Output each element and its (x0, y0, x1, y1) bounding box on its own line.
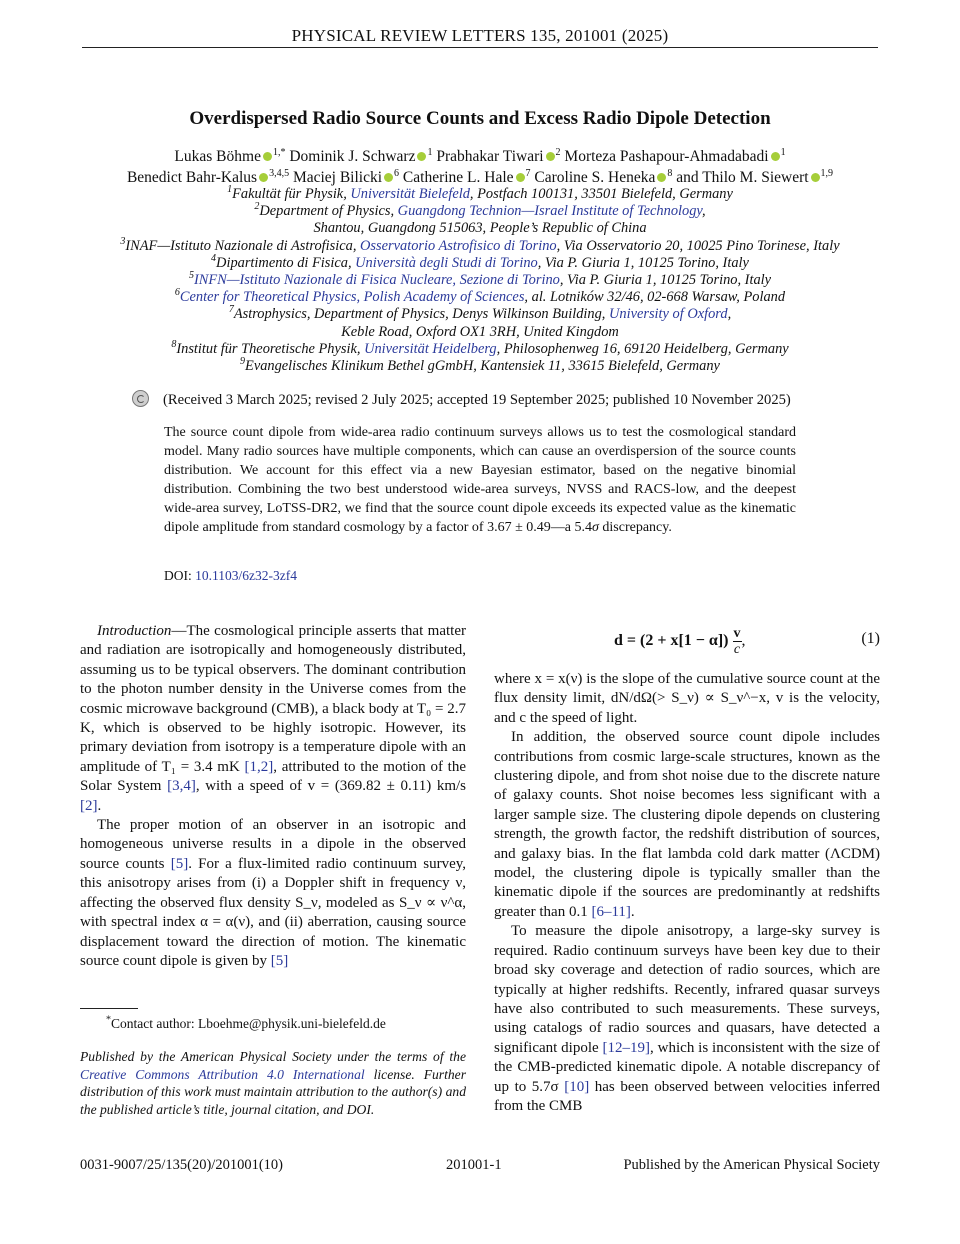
left-column (80, 622, 466, 971)
intro-text-2: , attributed to the motion of the Solar System (80, 758, 467, 795)
clustering-end: . (630, 903, 635, 920)
footnote-mark: * (106, 1014, 111, 1026)
orcid-icon[interactable] (516, 173, 525, 182)
equation-number: (1) (861, 630, 880, 647)
footer-publisher: Published by the American Physical Society (623, 1157, 880, 1173)
abstract (164, 423, 796, 537)
footnote-rule (80, 1008, 138, 1009)
affiliation (82, 272, 878, 289)
affiliation (82, 186, 878, 203)
affiliation-link[interactable]: Universität Bielefeld (350, 186, 470, 202)
affiliation-number: 5 (188, 270, 194, 282)
affiliation-text: Institut für Theoretische Physik, (176, 340, 365, 357)
ref-2[interactable]: [2] (80, 797, 98, 814)
orcid-icon[interactable] (657, 173, 666, 182)
footnote-text: Contact author: Lboehme@physik.uni-bielefeld.de (111, 1016, 386, 1031)
ref-10[interactable]: [10] (564, 1078, 590, 1095)
affiliation-number: 9 (240, 356, 246, 368)
abstract-text: The source count dipole from wide-area radio continuum surveys allows us to test the cosmological standard model. Many radio sources have multiple components, which can cause an overdispersion of the source counts distribution. We account for this effect via a new Bayesian estimator, based on the negative binomial distribution. Combining the two best understood wide-area surveys, NVSS and RACS-low, and the deepest wide-area survey, LoTSS-DR2, we find that the source count dipole exceeds its expected value as the kinematic dipole amplitude from standard cosmology by a factor of 3.67 ± 0.49—a 5.4 (164, 425, 796, 535)
creative-commons-icon[interactable] (132, 390, 149, 407)
slope-paragraph: where x = x(ν) is the slope of the cumulative source count at the flux density limit, dN/dΩ(> S_ν) ∝ S_ν^−x, v is the velocity, and c the speed of light. (494, 671, 880, 726)
equation-tail: , (741, 632, 746, 650)
author-list (82, 146, 878, 188)
running-head: PHYSICAL REVIEW LETTERS 135, 201001 (2025) (291, 26, 669, 45)
dates-text: (Received 3 March 2025; revised 2 July 2025; accepted 19 September 2025; published 10 November 2025) (163, 392, 791, 408)
author-affiliation-sup: 7 (525, 167, 531, 179)
affiliation-text: , Postfach 100131, 33501 Bielefeld, Germany (469, 186, 733, 202)
motion-paragraph (80, 816, 466, 971)
footer-issn: 0031-9007/25/135(20)/201001(10) (80, 1157, 283, 1173)
affiliation (82, 306, 878, 323)
equation-lhs: d = (2 + x[1 − α]) (614, 632, 729, 650)
author-affiliation-sup: 1,* (272, 146, 286, 158)
license-pre: Published by the American Physical Society under the terms of the (80, 1049, 466, 1064)
abstract-sigma: σ (591, 520, 599, 535)
affiliation (82, 255, 878, 272)
author-name: Lukas Böhme (174, 148, 261, 165)
cc-license-link[interactable]: Creative Commons Attribution 4.0 International (80, 1066, 365, 1082)
equation-fraction (733, 626, 742, 657)
right-column (494, 670, 880, 1116)
author-name: Prabhakar Tiwari (436, 148, 544, 165)
intro-text: —The cosmological principle asserts that matter and radiation are isotropically and homogeneously distributed, assuming us to be typical observers. The dominant contribution to the photon number density in the Universe comes from the cosmic microwave background (CMB), a black body at T₀ = 2.7 K, which is observed to be highly isotropic. However, its primary deviation from isotropy is a temperature dipole with an amplitude of T₁ = 3.4 mK (80, 623, 466, 775)
author-affiliation-sup: 1 (780, 146, 786, 158)
orcid-icon[interactable] (546, 152, 555, 161)
affiliation-number: 1 (227, 184, 233, 196)
footer-page-number: 201001-1 (446, 1157, 502, 1173)
author-name: Dominik J. Schwarz (289, 148, 416, 165)
ref-1-2[interactable]: [1,2] (244, 758, 274, 775)
author-line-1 (82, 146, 878, 167)
author-name: and Thilo M. Siewert (676, 169, 809, 186)
license-statement (80, 1048, 466, 1118)
publication-dates (132, 390, 872, 409)
affiliation-number: 4 (211, 253, 217, 265)
affiliation-number: 3 (120, 235, 126, 247)
orcid-icon[interactable] (263, 152, 272, 161)
orcid-icon[interactable] (417, 152, 426, 161)
doi-label: DOI: (164, 568, 196, 583)
affiliation-text: Keble Road, Oxford OX1 3RH, United Kingdom (341, 323, 619, 340)
header-rule (82, 47, 878, 48)
author-affiliation-sup: 1 (427, 146, 433, 158)
affiliation-text: Shantou, Guangdong 515063, People’s Republic of China (313, 220, 647, 237)
survey-text-2: , which is inconsistent with the size of the CMB-predicted kinematic dipole. A notable discrepancy of up to 5.7σ (494, 1039, 880, 1095)
survey-paragraph (494, 922, 880, 1116)
affiliation (82, 235, 878, 255)
affiliation-link[interactable]: University of Oxford (609, 306, 728, 323)
intro-heading: Introduction (97, 623, 172, 639)
doi (164, 568, 297, 584)
clustering-paragraph (494, 728, 880, 922)
survey-text: To measure the dipole anisotropy, a large-sky survey is required. Radio continuum surveys have been key due to their broad sky coverage and detection of radio sources, which are typically at higher redshifts. Recently, infrared quasar surveys have also contributed to such measurements. These surveys, using catalogs of radio sources and quasars, have detected a significant dipole (494, 923, 880, 1056)
author-name: Caroline S. Heneka (534, 169, 656, 186)
ref-3-4[interactable]: [3,4] (167, 778, 196, 795)
author-affiliation-sup: 8 (667, 167, 673, 179)
affiliation-number: 8 (171, 339, 177, 351)
affiliation-text: , Via P. Giuria 1, 10125 Torino, Italy (537, 254, 749, 271)
orcid-icon[interactable] (384, 173, 393, 182)
ref-12-19[interactable]: [12–19] (602, 1039, 651, 1056)
author-affiliation-sup: 3,4,5 (269, 167, 290, 179)
affiliation-text: INAF—Istituto Nazionale di Astrofisica, (125, 237, 361, 254)
author-name: Morteza Pashapour-Ahmadabadi (564, 148, 769, 165)
author-affiliation-sup: 6 (394, 167, 400, 179)
author-name: Benedict Bahr-Kalus (126, 169, 258, 186)
affiliation-text: , Via P. Giuria 1, 10125 Torino, Italy (559, 272, 772, 289)
ref-5b[interactable]: [5] (270, 952, 289, 969)
affiliation-text: Fakultät für Physik, (232, 186, 351, 202)
affiliation (82, 358, 878, 375)
author-line-2 (82, 167, 878, 188)
intro-paragraph (80, 622, 466, 816)
affiliation-text: Evangelisches Klinikum Bethel gGmbH, Kantensiek 11, 33615 Bielefeld, Germany (245, 358, 720, 375)
affiliation-link[interactable]: Universität Heidelberg (364, 340, 497, 357)
orcid-icon[interactable] (259, 173, 268, 182)
affiliation (82, 341, 878, 358)
motion-text: The proper motion of an observer in an isotropic and homogeneous universe results in a dipole in the observed source counts (80, 817, 466, 872)
orcid-icon[interactable] (811, 173, 820, 182)
affiliation-list (82, 186, 878, 375)
author-affiliation-sup: 2 (555, 146, 561, 158)
affiliation-text: , (727, 306, 732, 323)
paper-title: Overdispersed Radio Source Counts and Excess Radio Dipole Detection (189, 108, 771, 129)
license-post: license. Further distribution of this work must maintain attribution to the author(s) and the published article’s title, journal citation, and DOI. (80, 1066, 466, 1117)
affiliation (82, 324, 878, 341)
equation-denominator: c (733, 642, 741, 657)
orcid-icon[interactable] (771, 152, 780, 161)
contact-footnote (80, 1016, 466, 1032)
affiliation-text: Department of Physics, (259, 203, 398, 220)
affiliation (82, 289, 878, 306)
affiliation-number: 2 (254, 201, 260, 213)
doi-link[interactable]: 10.1103/6z32-3zf4 (195, 568, 297, 583)
affiliation-text: Astrophysics, Department of Physics, Denys Wilkinson Building, (233, 306, 609, 323)
intro-text-4: . (97, 797, 102, 814)
affiliation (82, 203, 878, 220)
affiliation-text: , (702, 203, 706, 220)
ref-6-11[interactable]: [6–11] (591, 903, 631, 920)
affiliation (82, 220, 878, 237)
abstract-end: discrepancy. (598, 520, 672, 535)
motion-text-2: . For a flux-limited radio continuum survey, this anisotropy arises from (i) a Doppler shift in frequency ν, affecting the observed flux density S_ν, modeled as S_ν ∝ ν^α, with spectral index α = α(ν), and (ii) aberration, causing source displacement toward the direction of motion. The kinematic source count dipole is given by (80, 855, 466, 969)
clustering-text: In addition, the observed source count dipole includes contributions from cosmic large-scale structures, known as the clustering dipole, and from shot noise due to the discrete nature of galaxy counts. Shot noise becomes less significant with a larger sample size. The clustering dipole depends on clustering strength, the growth factor, the redshift distribution of sources, and galaxy bias. In the flat lambda cold dark matter (ΛCDM) model, the clustering dipole is typically smaller than the kinematic dipole if the sources are predominantly at redshifts greater than 0.1 (494, 729, 880, 920)
affiliation-number: 6 (174, 287, 180, 299)
affiliation-text: , Via Osservatorio 20, 10025 Pino Torinese, Italy (556, 237, 840, 254)
affiliation-text: , Philosophenweg 16, 69120 Heidelberg, Germany (496, 340, 789, 357)
affiliation-text: Dipartimento di Fisica, (216, 254, 356, 271)
ref-5a[interactable]: [5] (170, 855, 189, 872)
author-name: Maciej Bilicki (292, 169, 383, 186)
author-affiliation-sup: 1,9 (820, 167, 834, 179)
equation-numerator: v (733, 626, 741, 641)
affiliation-link[interactable]: Center for Theoretical Physics, Polish Academy of Sciences (179, 289, 525, 306)
affiliation-link[interactable]: Università degli Studi di Torino (355, 254, 538, 271)
author-name: Catherine L. Hale (402, 169, 514, 186)
intro-text-3: , with a speed of v = (369.82 ± 0.11) km/s (195, 778, 466, 795)
affiliation-link[interactable]: Guangdong Technion—Israel Institute of Technology (397, 203, 703, 220)
affiliation-text: , al. Lotników 32/46, 02-668 Warsaw, Poland (524, 289, 786, 306)
affiliation-link[interactable]: Osservatorio Astrofisico di Torino (360, 237, 557, 254)
survey-text-3: has been observed between velocities inferred from the CMB (494, 1078, 880, 1114)
affiliation-number: 7 (228, 304, 234, 316)
affiliation-link[interactable]: INFN—Istituto Nazionale di Fisica Nucleare, Sezione di Torino (193, 272, 560, 289)
